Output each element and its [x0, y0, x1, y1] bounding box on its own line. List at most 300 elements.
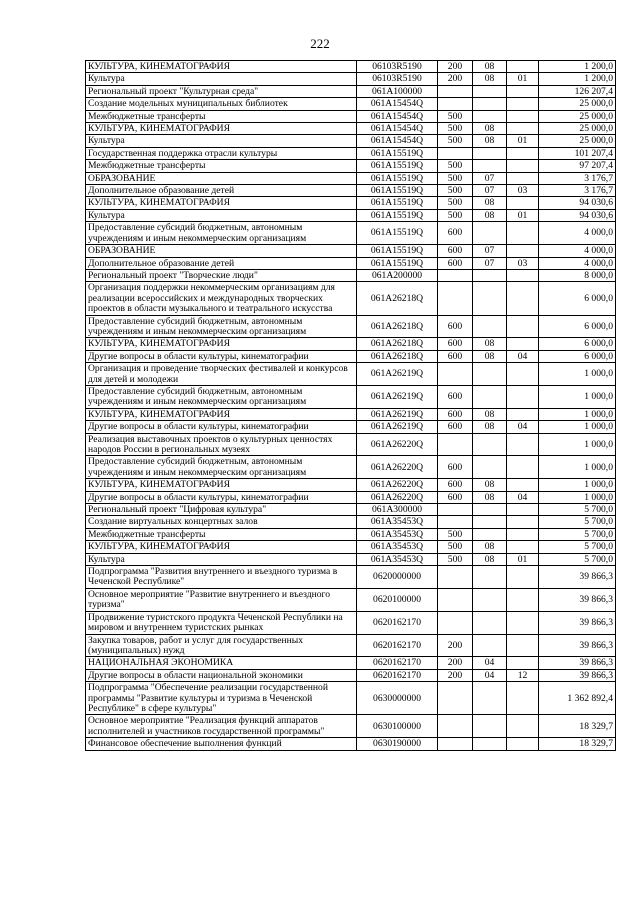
expense-type-cell [438, 566, 473, 589]
amount-cell: 5 700,0 [539, 516, 616, 528]
table-row [86, 98, 616, 110]
expense-type-cell [438, 98, 473, 110]
section-cell [473, 456, 507, 479]
section-cell: 08 [473, 73, 507, 85]
row-name-cell: Основное мероприятие "Развитие внутреннего и въездного туризма" [86, 588, 357, 611]
amount-cell: 1 200,0 [539, 73, 616, 85]
amount-cell: 25 000,0 [539, 110, 616, 122]
row-name-cell: Организация поддержки некоммерческим организациям для реализации всероссийских и международных творческих проектов в области музыкального и театрального искусства [86, 282, 357, 315]
table-row [86, 421, 616, 433]
table-row [86, 282, 616, 315]
expense-type-cell: 500 [438, 553, 473, 565]
subsection-cell [507, 147, 539, 159]
row-name-cell: Создание виртуальных концертных залов [86, 516, 357, 528]
table-row [86, 61, 616, 73]
table-row [86, 479, 616, 491]
subsection-cell [507, 315, 539, 338]
amount-cell: 18 329,7 [539, 715, 616, 738]
amount-cell: 5 700,0 [539, 553, 616, 565]
expense-type-cell: 500 [438, 209, 473, 221]
target-code-cell: 061A35453Q [357, 516, 438, 528]
target-code-cell: 061A300000 [357, 504, 438, 516]
expense-type-cell: 600 [438, 257, 473, 269]
expense-type-cell [438, 363, 473, 386]
subsection-cell [507, 85, 539, 97]
section-cell: 08 [473, 541, 507, 553]
section-cell: 08 [473, 350, 507, 362]
target-code-cell: 0630190000 [357, 738, 438, 750]
target-code-cell: 061A26219Q [357, 385, 438, 408]
target-code-cell: 061A26218Q [357, 315, 438, 338]
target-code-cell: 0620162170 [357, 634, 438, 657]
row-name-cell: Другие вопросы в области культуры, кинематографии [86, 491, 357, 503]
target-code-cell: 0620000000 [357, 566, 438, 589]
amount-cell: 6 000,0 [539, 350, 616, 362]
subsection-cell [507, 98, 539, 110]
table-row [86, 657, 616, 669]
table-row [86, 123, 616, 135]
subsection-cell [507, 61, 539, 73]
row-name-cell: Создание модельных муниципальных библиотек [86, 98, 357, 110]
subsection-cell: 01 [507, 209, 539, 221]
expense-type-cell: 600 [438, 245, 473, 257]
subsection-cell [507, 123, 539, 135]
table-row [86, 385, 616, 408]
expense-type-cell: 600 [438, 491, 473, 503]
expense-type-cell [438, 682, 473, 715]
amount-cell: 94 030,6 [539, 209, 616, 221]
section-cell: 08 [473, 61, 507, 73]
target-code-cell: 061A200000 [357, 269, 438, 281]
target-code-cell: 061A15519Q [357, 222, 438, 245]
section-cell [473, 566, 507, 589]
subsection-cell: 01 [507, 135, 539, 147]
table-row [86, 135, 616, 147]
expense-type-cell: 500 [438, 160, 473, 172]
expense-type-cell [438, 85, 473, 97]
target-code-cell: 0630000000 [357, 682, 438, 715]
section-cell: 07 [473, 172, 507, 184]
target-code-cell: 061A35453Q [357, 541, 438, 553]
expense-type-cell: 600 [438, 222, 473, 245]
subsection-cell [507, 172, 539, 184]
expense-type-cell: 200 [438, 73, 473, 85]
expense-type-cell: 200 [438, 669, 473, 681]
section-cell: 08 [473, 135, 507, 147]
expense-type-cell [438, 588, 473, 611]
target-code-cell: 061A26219Q [357, 363, 438, 386]
target-code-cell: 061A15519Q [357, 160, 438, 172]
amount-cell: 3 176,7 [539, 185, 616, 197]
amount-cell: 1 000,0 [539, 479, 616, 491]
amount-cell: 1 200,0 [539, 61, 616, 73]
amount-cell: 1 000,0 [539, 491, 616, 503]
row-name-cell: КУЛЬТУРА, КИНЕМАТОГРАФИЯ [86, 479, 357, 491]
section-cell [473, 504, 507, 516]
row-name-cell: Продвижение туристского продукта Чеченской Республики на мировом и внутреннем туристских рынках [86, 611, 357, 634]
subsection-cell [507, 282, 539, 315]
subsection-cell: 01 [507, 73, 539, 85]
expense-type-cell [438, 611, 473, 634]
row-name-cell: НАЦИОНАЛЬНАЯ ЭКОНОМИКА [86, 657, 357, 669]
target-code-cell: 061A26218Q [357, 338, 438, 350]
table-row [86, 85, 616, 97]
subsection-cell [507, 479, 539, 491]
expense-type-cell: 600 [438, 421, 473, 433]
row-name-cell: КУЛЬТУРА, КИНЕМАТОГРАФИЯ [86, 197, 357, 209]
target-code-cell: 061A15519Q [357, 257, 438, 269]
subsection-cell: 04 [507, 421, 539, 433]
subsection-cell [507, 715, 539, 738]
section-cell [473, 682, 507, 715]
subsection-cell [507, 197, 539, 209]
table-row [86, 456, 616, 479]
row-name-cell: Культура [86, 553, 357, 565]
target-code-cell: 061A26220Q [357, 456, 438, 479]
row-name-cell: Межбюджетные трансферты [86, 110, 357, 122]
table-row [86, 363, 616, 386]
row-name-cell: Дополнительное образование детей [86, 257, 357, 269]
table-row [86, 541, 616, 553]
row-name-cell: Дополнительное образование детей [86, 185, 357, 197]
subsection-cell [507, 634, 539, 657]
row-name-cell: Региональный проект "Творческие люди" [86, 269, 357, 281]
expense-type-cell: 500 [438, 185, 473, 197]
row-name-cell: КУЛЬТУРА, КИНЕМАТОГРАФИЯ [86, 541, 357, 553]
section-cell [473, 385, 507, 408]
amount-cell: 39 866,3 [539, 657, 616, 669]
target-code-cell: 061A26219Q [357, 421, 438, 433]
amount-cell: 5 700,0 [539, 541, 616, 553]
target-code-cell: 061A15519Q [357, 197, 438, 209]
section-cell [473, 433, 507, 456]
target-code-cell: 061A26220Q [357, 491, 438, 503]
row-name-cell: ОБРАЗОВАНИЕ [86, 172, 357, 184]
table-row [86, 516, 616, 528]
target-code-cell: 06103R5190 [357, 61, 438, 73]
expense-type-cell [438, 147, 473, 159]
expense-type-cell [438, 715, 473, 738]
table-row [86, 433, 616, 456]
section-cell [473, 147, 507, 159]
expense-type-cell: 500 [438, 197, 473, 209]
target-code-cell: 0620162170 [357, 611, 438, 634]
subsection-cell [507, 566, 539, 589]
subsection-cell [507, 541, 539, 553]
section-cell [473, 634, 507, 657]
table-row [86, 588, 616, 611]
row-name-cell: Другие вопросы в области культуры, кинематографии [86, 421, 357, 433]
subsection-cell [507, 245, 539, 257]
expense-type-cell: 600 [438, 456, 473, 479]
section-cell [473, 363, 507, 386]
section-cell: 07 [473, 185, 507, 197]
table-row [86, 350, 616, 362]
amount-cell: 39 866,3 [539, 669, 616, 681]
table-row [86, 715, 616, 738]
amount-cell: 25 000,0 [539, 98, 616, 110]
amount-cell: 6 000,0 [539, 282, 616, 315]
expense-type-cell: 600 [438, 408, 473, 420]
subsection-cell [507, 588, 539, 611]
subsection-cell [507, 433, 539, 456]
target-code-cell: 061A26218Q [357, 282, 438, 315]
section-cell: 08 [473, 408, 507, 420]
section-cell: 07 [473, 257, 507, 269]
table-row [86, 110, 616, 122]
expense-type-cell [438, 516, 473, 528]
subsection-cell: 12 [507, 669, 539, 681]
target-code-cell: 061A15519Q [357, 172, 438, 184]
target-code-cell: 061A26220Q [357, 479, 438, 491]
expense-type-cell: 200 [438, 634, 473, 657]
amount-cell: 25 000,0 [539, 123, 616, 135]
table-row [86, 338, 616, 350]
row-name-cell: Реализация выставочных проектов о культурных ценностях народов России в региональных музеях [86, 433, 357, 456]
expense-type-cell [438, 504, 473, 516]
target-code-cell: 061A35453Q [357, 528, 438, 540]
target-code-cell: 061A15519Q [357, 147, 438, 159]
section-cell: 08 [473, 421, 507, 433]
expense-type-cell: 600 [438, 338, 473, 350]
target-code-cell: 0620162170 [357, 657, 438, 669]
amount-cell: 18 329,7 [539, 738, 616, 750]
row-name-cell: Основное мероприятие "Реализация функций аппаратов исполнителей и участников государственной программы" [86, 715, 357, 738]
row-name-cell: Предоставление субсидий бюджетным, автономным учреждениям и иным некоммерческим организациям [86, 315, 357, 338]
subsection-cell [507, 269, 539, 281]
row-name-cell: Другие вопросы в области культуры, кинематографии [86, 350, 357, 362]
table-row [86, 197, 616, 209]
section-cell: 04 [473, 657, 507, 669]
row-name-cell: Межбюджетные трансферты [86, 528, 357, 540]
expense-type-cell [438, 282, 473, 315]
target-code-cell: 0630100000 [357, 715, 438, 738]
row-name-cell: ОБРАЗОВАНИЕ [86, 245, 357, 257]
table-row [86, 504, 616, 516]
subsection-cell [507, 516, 539, 528]
table-row [86, 172, 616, 184]
target-code-cell: 061A15454Q [357, 135, 438, 147]
section-cell: 08 [473, 553, 507, 565]
subsection-cell [507, 682, 539, 715]
amount-cell: 25 000,0 [539, 135, 616, 147]
amount-cell: 4 000,0 [539, 222, 616, 245]
amount-cell: 39 866,3 [539, 634, 616, 657]
row-name-cell: Культура [86, 73, 357, 85]
expense-type-cell: 500 [438, 541, 473, 553]
subsection-cell: 03 [507, 185, 539, 197]
section-cell [473, 588, 507, 611]
row-name-cell: Предоставление субсидий бюджетным, автономным учреждениям и иным некоммерческим организациям [86, 456, 357, 479]
row-name-cell: Организация и проведение творческих фестивалей и конкурсов для детей и молодежи [86, 363, 357, 386]
target-code-cell: 0620100000 [357, 588, 438, 611]
section-cell: 08 [473, 197, 507, 209]
target-code-cell: 061A15519Q [357, 185, 438, 197]
expense-type-cell [438, 269, 473, 281]
row-name-cell: КУЛЬТУРА, КИНЕМАТОГРАФИЯ [86, 123, 357, 135]
target-code-cell: 061A15454Q [357, 123, 438, 135]
target-code-cell: 061A15454Q [357, 110, 438, 122]
amount-cell: 6 000,0 [539, 315, 616, 338]
table-row [86, 634, 616, 657]
section-cell [473, 282, 507, 315]
section-cell [473, 85, 507, 97]
section-cell [473, 269, 507, 281]
amount-cell: 5 700,0 [539, 528, 616, 540]
table-row [86, 73, 616, 85]
amount-cell: 1 362 892,4 [539, 682, 616, 715]
row-name-cell: Культура [86, 135, 357, 147]
table-row [86, 257, 616, 269]
row-name-cell: Другие вопросы в области национальной экономики [86, 669, 357, 681]
subsection-cell [507, 363, 539, 386]
expense-type-cell: 600 [438, 479, 473, 491]
target-code-cell: 061A15454Q [357, 98, 438, 110]
section-cell [473, 715, 507, 738]
section-cell [473, 516, 507, 528]
expense-type-cell: 200 [438, 657, 473, 669]
expense-type-cell: 600 [438, 315, 473, 338]
section-cell: 08 [473, 123, 507, 135]
row-name-cell: Культура [86, 209, 357, 221]
subsection-cell [507, 110, 539, 122]
expense-type-cell: 500 [438, 110, 473, 122]
section-cell: 08 [473, 209, 507, 221]
subsection-cell: 04 [507, 350, 539, 362]
amount-cell: 4 000,0 [539, 245, 616, 257]
section-cell [473, 611, 507, 634]
expense-type-cell: 600 [438, 385, 473, 408]
target-code-cell: 061A15519Q [357, 209, 438, 221]
subsection-cell [507, 338, 539, 350]
amount-cell: 39 866,3 [539, 611, 616, 634]
amount-cell: 94 030,6 [539, 197, 616, 209]
amount-cell: 4 000,0 [539, 257, 616, 269]
row-name-cell: Закупка товаров, работ и услуг для государственных (муниципальных) нужд [86, 634, 357, 657]
table-row [86, 209, 616, 221]
table-row [86, 528, 616, 540]
table-row [86, 682, 616, 715]
table-row [86, 738, 616, 750]
row-name-cell: Межбюджетные трансферты [86, 160, 357, 172]
amount-cell: 126 207,4 [539, 85, 616, 97]
amount-cell: 8 000,0 [539, 269, 616, 281]
table-row [86, 269, 616, 281]
table-row [86, 566, 616, 589]
table-row [86, 553, 616, 565]
subsection-cell [507, 408, 539, 420]
section-cell [473, 110, 507, 122]
target-code-cell: 06103R5190 [357, 73, 438, 85]
target-code-cell: 061A26220Q [357, 433, 438, 456]
section-cell: 07 [473, 245, 507, 257]
row-name-cell: КУЛЬТУРА, КИНЕМАТОГРАФИЯ [86, 338, 357, 350]
table-row [86, 245, 616, 257]
subsection-cell [507, 222, 539, 245]
amount-cell: 3 176,7 [539, 172, 616, 184]
section-cell: 08 [473, 338, 507, 350]
subsection-cell [507, 657, 539, 669]
page-number: 222 [310, 36, 330, 51]
subsection-cell [507, 456, 539, 479]
expense-type-cell: 500 [438, 135, 473, 147]
table-row [86, 408, 616, 420]
table-row [86, 491, 616, 503]
amount-cell: 39 866,3 [539, 566, 616, 589]
subsection-cell [507, 504, 539, 516]
amount-cell: 6 000,0 [539, 338, 616, 350]
budget-table [85, 60, 616, 751]
target-code-cell: 061A100000 [357, 85, 438, 97]
table-row [86, 147, 616, 159]
table-row [86, 222, 616, 245]
subsection-cell [507, 611, 539, 634]
amount-cell: 1 000,0 [539, 363, 616, 386]
table-row [86, 669, 616, 681]
expense-type-cell: 600 [438, 350, 473, 362]
amount-cell: 1 000,0 [539, 385, 616, 408]
section-cell [473, 222, 507, 245]
section-cell [473, 160, 507, 172]
amount-cell: 101 207,4 [539, 147, 616, 159]
row-name-cell: Государственная поддержка отрасли культуры [86, 147, 357, 159]
expense-type-cell [438, 738, 473, 750]
section-cell [473, 528, 507, 540]
budget-table-body [86, 61, 616, 751]
subsection-cell [507, 385, 539, 408]
subsection-cell: 03 [507, 257, 539, 269]
expense-type-cell: 200 [438, 61, 473, 73]
subsection-cell [507, 528, 539, 540]
row-name-cell: Подпрограмма "Обеспечение реализации государственной программы "Развитие культуры и туризма в Чеченской Республике" в сфере культуры" [86, 682, 357, 715]
target-code-cell: 061A26219Q [357, 408, 438, 420]
expense-type-cell: 500 [438, 528, 473, 540]
amount-cell: 5 700,0 [539, 504, 616, 516]
row-name-cell: Региональный проект "Культурная среда" [86, 85, 357, 97]
section-cell: 08 [473, 479, 507, 491]
section-cell [473, 98, 507, 110]
table-row [86, 185, 616, 197]
row-name-cell: Подпрограмма "Развития внутреннего и въездного туризма в Чеченской Республике" [86, 566, 357, 589]
section-cell: 08 [473, 491, 507, 503]
table-row [86, 611, 616, 634]
expense-type-cell: 500 [438, 123, 473, 135]
section-cell: 04 [473, 669, 507, 681]
row-name-cell: КУЛЬТУРА, КИНЕМАТОГРАФИЯ [86, 61, 357, 73]
subsection-cell: 04 [507, 491, 539, 503]
expense-type-cell: 500 [438, 172, 473, 184]
table-row [86, 160, 616, 172]
row-name-cell: КУЛЬТУРА, КИНЕМАТОГРАФИЯ [86, 408, 357, 420]
amount-cell: 1 000,0 [539, 421, 616, 433]
row-name-cell: Предоставление субсидий бюджетным, автономным учреждениям и иным некоммерческим организациям [86, 222, 357, 245]
target-code-cell: 0620162170 [357, 669, 438, 681]
subsection-cell [507, 160, 539, 172]
subsection-cell: 01 [507, 553, 539, 565]
row-name-cell: Финансовое обеспечение выполнения функций [86, 738, 357, 750]
amount-cell: 1 000,0 [539, 408, 616, 420]
section-cell [473, 315, 507, 338]
subsection-cell [507, 738, 539, 750]
table-row [86, 315, 616, 338]
amount-cell: 1 000,0 [539, 433, 616, 456]
amount-cell: 97 207,4 [539, 160, 616, 172]
amount-cell: 39 866,3 [539, 588, 616, 611]
expense-type-cell [438, 433, 473, 456]
target-code-cell: 061A26218Q [357, 350, 438, 362]
target-code-cell: 061A35453Q [357, 553, 438, 565]
section-cell [473, 738, 507, 750]
